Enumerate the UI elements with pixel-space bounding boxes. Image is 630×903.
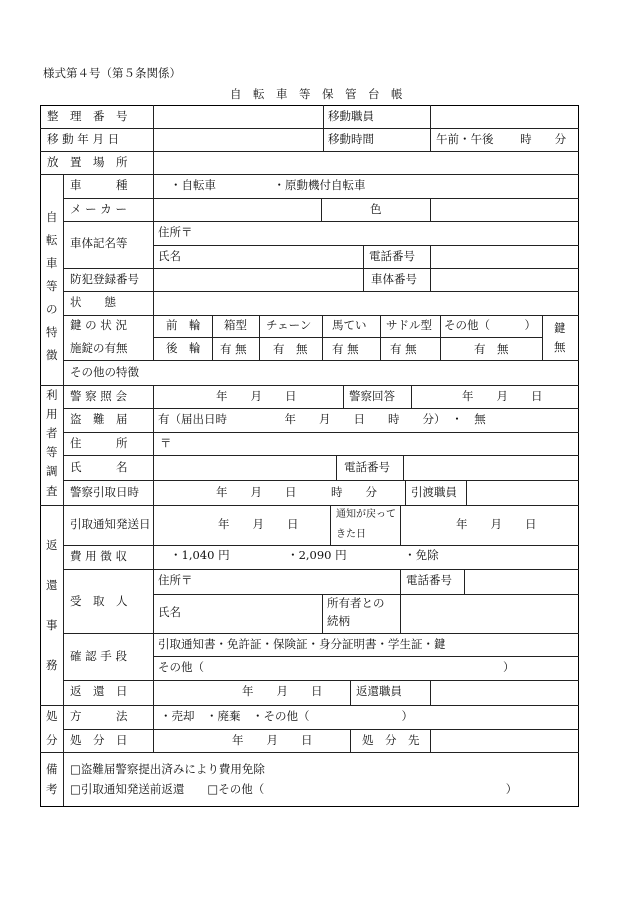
hoho-label: 方 法 bbox=[70, 709, 128, 723]
form-number: 様式第４号（第５条関係） bbox=[43, 66, 181, 80]
umu-saddle: 有 無 bbox=[390, 342, 417, 356]
keisatsu-shokai-label: 警 察 照 会 bbox=[70, 389, 127, 403]
side-label-disposal-2: 分 bbox=[46, 733, 58, 747]
hiyo-choshu-value: ・1,040 円 ・2,090 円 ・免除 bbox=[170, 548, 439, 562]
side-label-bike-2: 転 bbox=[46, 233, 58, 247]
page-title: 自 転 車 等 保 管 台 帳 bbox=[230, 87, 403, 101]
gozen-gogo-value: 午前・午後 時 分 bbox=[436, 132, 567, 146]
uketori-jusho-label: 住所〒 bbox=[158, 573, 193, 587]
shatai-bango-label: 車体番号 bbox=[371, 272, 417, 286]
side-label-remarks-1: 備 bbox=[46, 762, 58, 776]
kakunin-docs-value: 引取通知書・免許証・保険証・身分証明書・学生証・鍵 bbox=[158, 637, 446, 651]
user-denwa-label: 電話番号 bbox=[344, 460, 390, 474]
lock-type-batei: 馬てい bbox=[332, 318, 367, 332]
henkan-bi-date: 年 月 日 bbox=[242, 684, 323, 698]
hochi-basho-label: 放 置 場 所 bbox=[47, 155, 128, 169]
keisatsu-shokai-date: 年 月 日 bbox=[216, 389, 297, 403]
remarks-line-1: □盗難届警察提出済みにより費用免除 bbox=[70, 762, 265, 776]
tsuchi-modotte-date: 年 月 日 bbox=[456, 517, 537, 531]
shashu-value: ・自転車 ・原動機付自転車 bbox=[170, 178, 366, 192]
lock-type-chain: チェーン bbox=[266, 318, 312, 332]
hikitori-nichiji-label: 警察引取日時 bbox=[70, 485, 139, 499]
side-label-bike-4: 等 bbox=[46, 279, 58, 293]
shatai-jusho-label: 住所〒 bbox=[158, 225, 193, 239]
shobun-saki-label: 処 分 先 bbox=[362, 733, 420, 747]
side-label-bike-1: 自 bbox=[46, 210, 58, 224]
sonota-tokucho-label: その他の特徴 bbox=[70, 365, 139, 379]
side-label-user-2: 用 bbox=[46, 407, 58, 421]
uketori-label: 受 取 人 bbox=[70, 594, 128, 608]
hikiwatashi-shokuin-label: 引渡職員 bbox=[411, 485, 457, 499]
sejo-umu-label: 施錠の有無 bbox=[70, 341, 128, 355]
shoyusha-label-2: 続柄 bbox=[327, 614, 350, 628]
umu-hakogata: 有 無 bbox=[220, 342, 247, 356]
kagi-right-label: 鍵 bbox=[554, 321, 566, 335]
side-label-user-4: 等 bbox=[46, 445, 58, 459]
hiyo-choshu-label: 費 用 徴 収 bbox=[70, 549, 127, 563]
lock-type-sonota: その他（ ） bbox=[444, 318, 536, 332]
side-label-disposal-1: 処 bbox=[46, 709, 58, 723]
tonan-todoke-label: 盗 難 届 bbox=[70, 412, 128, 426]
shoyusha-label-1: 所有者との bbox=[327, 596, 385, 610]
henkan-bi-label: 返 還 日 bbox=[70, 684, 128, 698]
ido-jikan-label: 移動時間 bbox=[328, 132, 374, 146]
kagi-jokyo-label: 鍵 の 状 況 bbox=[70, 318, 127, 332]
tsuchi-hassou-label: 引取通知発送日 bbox=[70, 517, 151, 531]
henkan-shokuin-label: 返還職員 bbox=[356, 684, 402, 698]
bohan-label: 防犯登録番号 bbox=[70, 272, 139, 286]
uketori-denwa-label: 電話番号 bbox=[406, 573, 452, 587]
side-label-return-1: 返 bbox=[46, 538, 58, 552]
side-label-user-1: 利 bbox=[46, 388, 58, 402]
ido-nengappi-label: 移 動 年 月 日 bbox=[47, 132, 120, 146]
jotai-label: 状 態 bbox=[70, 295, 116, 309]
tonan-todoke-value: 有（届出日時 年 月 日 時 分） ・ 無 bbox=[158, 412, 486, 426]
kakunin-label: 確 認 手 段 bbox=[70, 649, 127, 663]
keisatsu-kaito-label: 警察回答 bbox=[349, 389, 395, 403]
seiri-bango-label: 整 理 番 号 bbox=[47, 109, 128, 123]
side-label-return-3: 事 bbox=[46, 618, 58, 632]
user-jusho-label: 住 所 bbox=[70, 436, 128, 450]
tsuchi-modotte-label-2: きた日 bbox=[336, 529, 366, 540]
shobun-bi-label: 処 分 日 bbox=[70, 733, 128, 747]
side-label-bike-3: 車 bbox=[46, 256, 58, 270]
umu-sonota: 有 無 bbox=[474, 342, 509, 356]
side-label-user-6: 査 bbox=[46, 484, 58, 498]
kakunin-sonota-value: その他（ ） bbox=[158, 660, 515, 674]
ido-shokuin-label: 移動職員 bbox=[328, 109, 374, 123]
user-jusho-value: 〒 bbox=[160, 436, 172, 450]
remarks-line-2: □引取通知発送前返還 □その他（ ） bbox=[70, 782, 518, 796]
shatai-denwa-label: 電話番号 bbox=[369, 249, 415, 263]
keisatsu-kaito-date: 年 月 日 bbox=[462, 389, 543, 403]
iro-label: 色 bbox=[370, 202, 382, 216]
side-label-bike-5: の bbox=[46, 302, 58, 316]
zenrin-label: 前 輪 bbox=[166, 318, 201, 332]
side-label-user-3: 者 bbox=[46, 426, 58, 440]
kagi-right-nashi: 無 bbox=[554, 340, 566, 354]
user-shimei-label: 氏 名 bbox=[70, 460, 128, 474]
korin-label: 後 輪 bbox=[166, 341, 201, 355]
side-label-return-4: 務 bbox=[46, 658, 58, 672]
shashu-label: 車 種 bbox=[70, 178, 128, 192]
shatai-shimei-label: 氏名 bbox=[158, 249, 181, 263]
uketori-shimei-label: 氏名 bbox=[158, 605, 181, 619]
hoho-value: ・売却 ・廃棄 ・その他（ ） bbox=[160, 709, 413, 723]
maker-label: メ ー カ ー bbox=[70, 202, 127, 216]
umu-batei: 有 無 bbox=[332, 342, 359, 356]
tsuchi-modotte-label-1: 通知が戻って bbox=[336, 509, 396, 520]
side-label-bike-7: 徴 bbox=[46, 348, 58, 362]
hikitori-nichiji-value: 年 月 日 時 分 bbox=[216, 485, 377, 499]
side-label-return-2: 還 bbox=[46, 578, 58, 592]
side-label-bike-6: 特 bbox=[46, 325, 58, 339]
lock-type-hakogata: 箱型 bbox=[224, 318, 247, 332]
shatai-kimei-label: 車体記名等 bbox=[70, 236, 128, 250]
lock-type-saddle: サドル型 bbox=[386, 318, 432, 332]
shobun-bi-date: 年 月 日 bbox=[232, 733, 313, 747]
side-label-user-5: 調 bbox=[46, 464, 58, 478]
umu-chain: 有 無 bbox=[273, 342, 308, 356]
side-label-remarks-2: 考 bbox=[46, 782, 58, 796]
tsuchi-hassou-date: 年 月 日 bbox=[218, 517, 299, 531]
